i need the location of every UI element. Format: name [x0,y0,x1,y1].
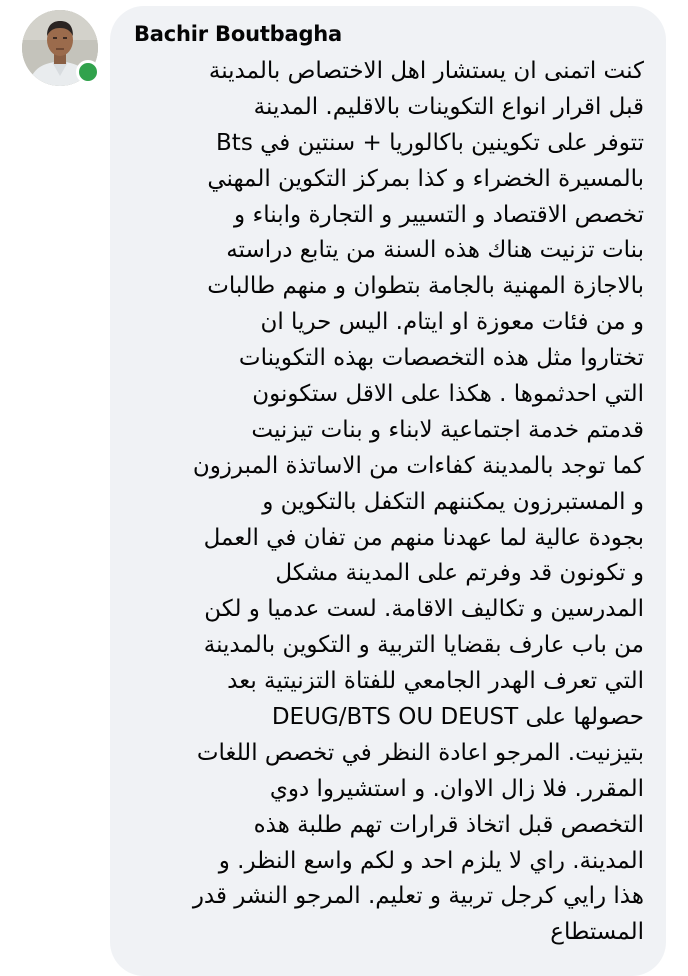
comment-text-line: حصولها على DEUG/BTS OU DEUST [271,704,644,731]
comment-text-line: بالمسيرة الخضراء و كذا بمركز التكوين المهني [207,165,644,192]
comment-text-line: كما توجد بالمدينة كفاءات من الاساتذة المبرزون [192,452,644,479]
comment-text-line: قدمتم خدمة اجتماعية لابناء و بنات تيزنيت [251,416,644,443]
comment-text-line: و من فئات معوزة او ايتام. اليس حريا ان [260,309,644,336]
comment-text-line: المدرسين و تكاليف الاقامة. لست عدميا و لكن [204,596,644,623]
avatar-container[interactable] [22,10,98,86]
comment-text-line: تتوفر على تكوينين باكالوريا + سنتين في Bts [216,129,644,156]
comment-text-line: بنات تزنيت هناك هذه السنة من يتابع دراسته [226,237,644,264]
comment-text-line: و المستبرزون يمكننهم التكفل بالتكوين و [262,488,644,515]
comment-text-line: التي تعرف الهدر الجامعي للفتاة التزنيتية بعد [227,668,644,695]
comment-text-line: المقرر. فلا زال الاوان. و استشيروا دوي [269,775,644,802]
comment-text-line: المستطاع [550,919,644,946]
comment-text-line: كنت اتمنى ان يستشار اهل الاختصاص بالمدينة [208,58,644,84]
comment-text-line: بجودة عالية لما عهدنا منهم من تفان في العمل [203,524,644,551]
author-name[interactable]: Bachir Boutbagha [134,22,343,46]
comment-text-line: من باب عارف بقضايا التربية و التكوين بالمدينة [203,632,644,659]
comment-text-line: هذا رايي كرجل تربية و تعليم. المرجو النشر قدر [192,883,644,910]
comment-text-line: و تكونون قد وفرتم على المدينة مشكل [275,560,644,587]
comment-text [128,54,644,951]
comment-text-line: بتيزنيت. المرجو اعادة النظر في تخصص اللغات [196,739,644,766]
comment-text-line: قبل اقرار انواع التكوينات بالاقليم. المدينة [253,93,644,120]
comment-text-line: بالاجازة المهنية بالجامة بتطوان و منهم طالبات [207,273,644,300]
comment-text-line: المدينة. راي لا يلزم احد و لكم واسع النظر. و [218,847,644,874]
comment-bubble [110,6,666,976]
comment-text-line: التي احدثموها . هكذا على الاقل ستكونون [252,381,644,408]
comment-text-line: تختاروا مثل هذه التخصصات بهذه التكوينات [238,345,644,372]
online-status-indicator [76,60,100,84]
comment-text-line: التخصص قبل اتخاذ قرارات تهم طلبة هذه [253,811,644,838]
comment-text-line: تخصص الاقتصاد و التسيير و التجارة وابناء و [234,201,644,228]
